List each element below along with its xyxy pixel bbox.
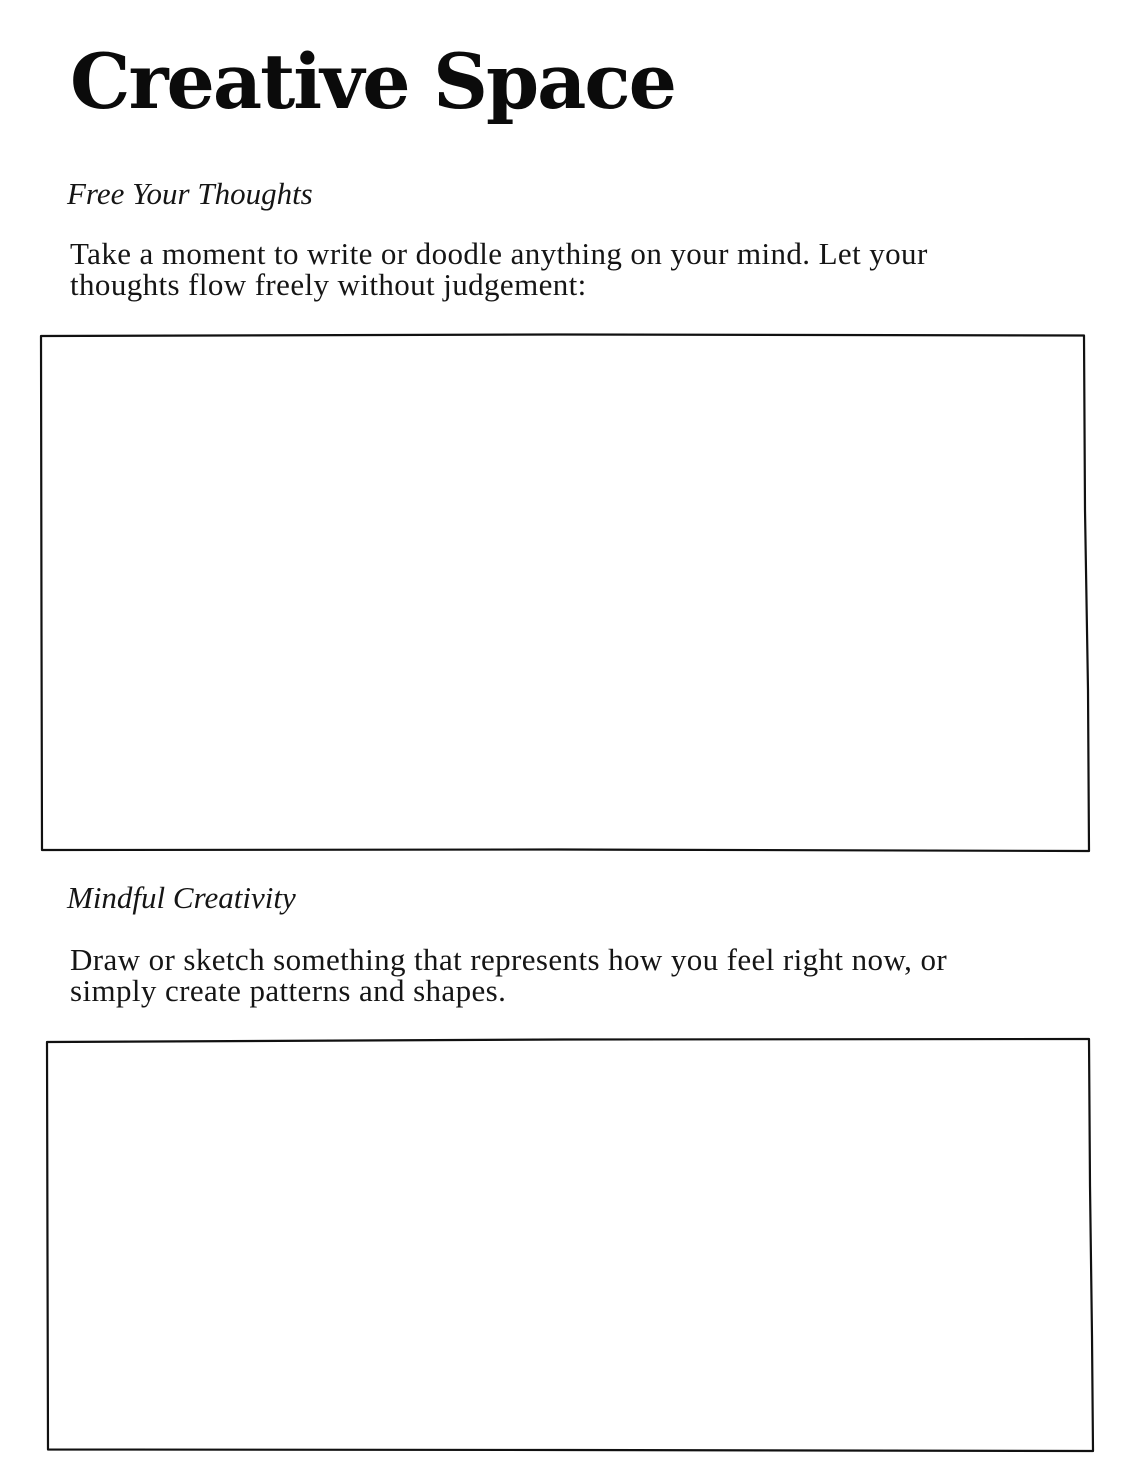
section-heading-mindful-creativity: Mindful Creativity [67, 880, 296, 915]
mindful-creativity-box-border [47, 1039, 1093, 1451]
free-thoughts-writing-area[interactable] [38, 330, 1092, 855]
section-heading-free-your-thoughts: Free Your Thoughts [67, 176, 313, 211]
mindful-creativity-drawing-area[interactable] [44, 1036, 1096, 1455]
page-title: Creative Space [70, 37, 675, 126]
section-instructions-mindful-creativity: Draw or sketch something that represents how you feel right now, or simply create patterns and shapes. [70, 942, 948, 1008]
section-instructions-free-your-thoughts: Take a moment to write or doodle anything on your mind. Let your thoughts flow freely without judgement: [70, 236, 928, 302]
free-thoughts-box-border [41, 335, 1089, 852]
